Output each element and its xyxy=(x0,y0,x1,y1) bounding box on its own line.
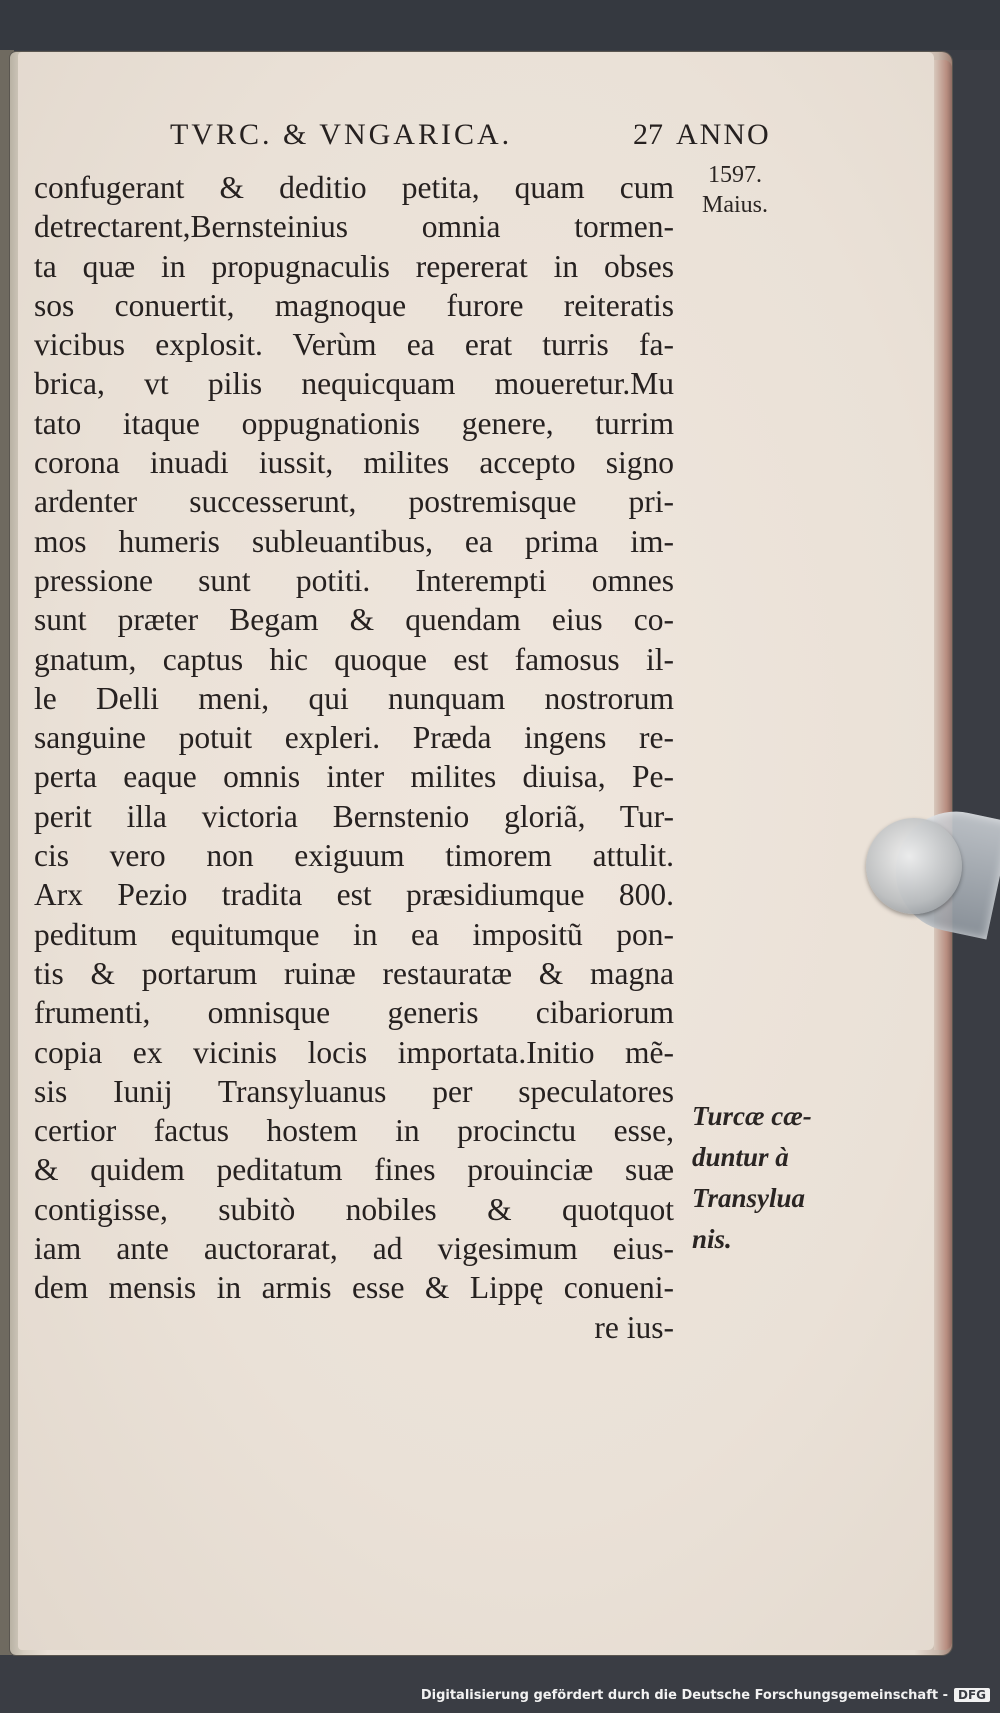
text-line: perta eaque omnis inter milites diuisa, Pe- xyxy=(34,759,674,795)
dfg-logo: DFG xyxy=(954,1688,990,1702)
digitization-credit xyxy=(0,1688,990,1703)
page-number: 27 xyxy=(633,118,663,151)
text-line: cis vero non exiguum timorem attulit. xyxy=(34,838,674,874)
text-line: & quidem peditatum fines prouinciæ suæ xyxy=(34,1152,674,1188)
text-line: vicibus explosit. Verùm ea erat turris fa- xyxy=(34,327,674,363)
text-line: Arx Pezio tradita est præsidiumque 800. xyxy=(34,877,674,913)
text-line: brica, vt pilis nequicquam moueretur.Mu xyxy=(34,366,674,402)
text-line: copia ex vicinis locis importata.Initio mẽ- xyxy=(34,1034,674,1070)
margin-month: Maius. xyxy=(702,192,768,218)
margin-note-line: Transylua xyxy=(692,1183,806,1213)
text-line: corona inuadi iussit, milites accepto signo xyxy=(34,445,674,481)
text-line: gnatum, captus hic quoque est famosus il- xyxy=(34,641,674,677)
catchword-line: re ius- xyxy=(594,1309,674,1345)
margin-note xyxy=(692,1096,842,1260)
margin-note-line: nis. xyxy=(692,1224,732,1254)
text-line: sos conuertit, magnoque furore reiteratis xyxy=(34,287,674,323)
text-line: sunt præter Begam & quendam eius co- xyxy=(34,602,674,638)
text-line: pressione sunt potiti. Interempti omnes xyxy=(34,562,674,598)
anno-label: ANNO xyxy=(676,118,771,151)
body-text xyxy=(34,168,674,1347)
text-line: peditum equitumque in ea impositũ pon- xyxy=(34,916,674,952)
clip-ring xyxy=(866,818,962,914)
text-line: ta quæ in propugnaculis repererat in obses xyxy=(34,248,674,284)
text-line: mos humeris subleuantibus, ea prima im- xyxy=(34,523,674,559)
credit-text: Digitalisierung gefördert durch die Deutsche Forschungsgemeinschaft - xyxy=(420,1688,948,1703)
text-line: frumenti, omnisque generis cibariorum xyxy=(34,995,674,1031)
text-line: perit illa victoria Bernstenio gloriã, Tur- xyxy=(34,798,674,834)
page-clip xyxy=(866,800,1000,940)
running-head xyxy=(0,118,1000,158)
text-line: ardenter successerunt, postremisque pri- xyxy=(34,484,674,520)
running-head-title: TVRC. & VNGARICA. xyxy=(170,118,513,151)
text-line: sis Iunij Transyluanus per speculatores xyxy=(34,1073,674,1109)
margin-note-line: duntur à xyxy=(692,1142,789,1172)
text-line: certior factus hostem in procinctu esse, xyxy=(34,1113,674,1149)
scan-background xyxy=(0,0,1000,50)
margin-year: 1597. xyxy=(708,162,762,188)
text-line: tis & portarum ruinæ restauratæ & magna xyxy=(34,955,674,991)
text-line: sanguine potuit expleri. Præda ingens re- xyxy=(34,720,674,756)
margin-date xyxy=(680,160,790,220)
text-line: tato itaque oppugnationis genere, turrim xyxy=(34,405,674,441)
text-line: confugerant & deditio petita, quam cum xyxy=(34,170,674,205)
margin-note-line: Turcæ cæ- xyxy=(692,1101,812,1131)
text-line: le Delli meni, qui nunquam nostrorum xyxy=(34,680,674,716)
text-line: dem mensis in armis esse & Lippę conueni- xyxy=(34,1270,674,1306)
text-line: iam ante auctorarat, ad vigesimum eius- xyxy=(34,1231,674,1267)
text-line: contigisse, subitò nobiles & quotquot xyxy=(34,1191,674,1227)
text-line: detrectarent,Bernsteinius omnia tormen- xyxy=(34,209,674,245)
